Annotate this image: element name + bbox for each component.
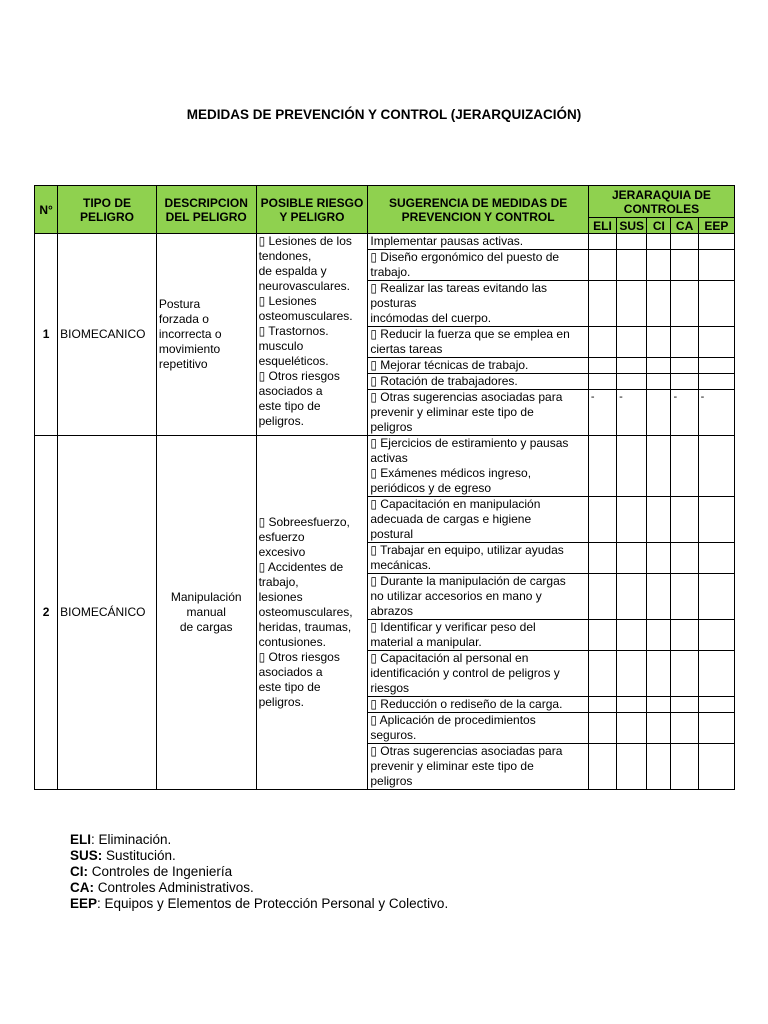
row-number: 2 <box>35 436 58 790</box>
control-cell-ca <box>671 234 698 250</box>
legend-text: : Equipos y Elementos de Protección Personal y Colectivo. <box>97 896 449 911</box>
control-cell-sus <box>617 713 647 744</box>
control-cell-eli <box>588 651 616 697</box>
legend-text: Controles Administrativos. <box>94 880 254 895</box>
control-cell-ca <box>671 651 698 697</box>
control-cell-eep <box>698 651 734 697</box>
header-sugerencia: SUGERENCIA DE MEDIDAS DE PREVENCION Y CONTROL <box>368 186 589 234</box>
control-cell-eep <box>698 358 734 374</box>
header-descripcion: DESCRIPCION DEL PELIGRO <box>156 186 256 234</box>
control-cell-ci <box>647 250 671 281</box>
control-cell-sus <box>617 358 647 374</box>
control-cell-sus <box>617 374 647 390</box>
control-cell-sus <box>617 234 647 250</box>
control-cell-eli <box>588 358 616 374</box>
hazard-type: BIOMECÁNICO <box>58 436 157 790</box>
control-measure: ▯ Otras sugerencias asociadas para prevenir y eliminar este tipo de peligros <box>368 744 589 790</box>
control-cell-eli <box>588 574 616 620</box>
legend-item-ci <box>70 864 448 880</box>
control-cell-sus <box>617 327 647 358</box>
control-cell-ca <box>671 620 698 651</box>
control-cell-eep <box>698 436 734 497</box>
legend-text: Sustitución. <box>102 848 176 863</box>
control-measure: ▯ Rotación de trabajadores. <box>368 374 589 390</box>
row-number: 1 <box>35 234 58 436</box>
legend-item-ca <box>70 880 448 896</box>
possible-risk: ▯ Lesiones de los tendones, de espalda y neurovasculares. ▯ Lesiones osteomusculares. ▯ Trastornos. musculo esqueléticos. ▯ Otros riesgos asociados a este tipo de peligros. <box>256 234 368 436</box>
control-cell-ci <box>647 744 671 790</box>
control-cell-eep <box>698 497 734 543</box>
hazard-control-table <box>34 185 735 790</box>
control-cell-ca <box>671 497 698 543</box>
control-cell-ca <box>671 543 698 574</box>
control-cell-eli <box>588 744 616 790</box>
control-cell-ca <box>671 327 698 358</box>
table-row <box>35 234 735 250</box>
control-cell-eep <box>698 327 734 358</box>
legend-abbr: CI: <box>70 864 88 879</box>
control-cell-sus <box>617 620 647 651</box>
legend-item-sus <box>70 848 448 864</box>
control-cell-sus <box>617 436 647 497</box>
control-cell-eli <box>588 713 616 744</box>
control-cell-eli <box>588 697 616 713</box>
control-cell-ci <box>647 543 671 574</box>
control-cell-eli <box>588 497 616 543</box>
control-cell-ca <box>671 358 698 374</box>
control-cell-sus <box>617 250 647 281</box>
control-cell-ca: - <box>671 390 698 436</box>
control-cell-eli <box>588 543 616 574</box>
control-cell-ca <box>671 574 698 620</box>
control-measure: ▯ Durante la manipulación de cargas no utilizar accesorios en mano y abrazos <box>368 574 589 620</box>
page-title: MEDIDAS DE PREVENCIÓN Y CONTROL (JERARQUIZACIÓN) <box>186 107 582 122</box>
control-cell-eli <box>588 327 616 358</box>
header-jerarquia: JERARAQUIA DE CONTROLES <box>588 186 734 218</box>
control-cell-eep <box>698 234 734 250</box>
legend-abbr: SUS: <box>70 848 103 863</box>
control-cell-ci <box>647 697 671 713</box>
header-ci: CI <box>647 218 671 234</box>
hazard-description: Manipulación manual de cargas <box>156 436 256 790</box>
control-cell-ci <box>647 327 671 358</box>
header-eep: EEP <box>698 218 734 234</box>
control-cell-eep <box>698 744 734 790</box>
control-cell-sus <box>617 744 647 790</box>
control-cell-ca <box>671 250 698 281</box>
control-measure: ▯ Realizar las tareas evitando las posturas incómodas del cuerpo. <box>368 281 589 327</box>
control-cell-ci <box>647 436 671 497</box>
control-measure: ▯ Mejorar técnicas de trabajo. <box>368 358 589 374</box>
control-cell-ci <box>647 574 671 620</box>
control-cell-sus <box>617 543 647 574</box>
control-cell-sus: - <box>617 390 647 436</box>
control-cell-ca <box>671 744 698 790</box>
control-cell-eep <box>698 697 734 713</box>
control-cell-sus <box>617 697 647 713</box>
control-cell-eli <box>588 374 616 390</box>
control-cell-ci <box>647 358 671 374</box>
control-cell-eli <box>588 281 616 327</box>
legend-abbr: CA: <box>70 880 94 895</box>
control-cell-ci <box>647 374 671 390</box>
control-cell-sus <box>617 651 647 697</box>
control-cell-eli: - <box>588 390 616 436</box>
control-cell-eep <box>698 713 734 744</box>
table-row <box>35 436 735 497</box>
legend-text: : Eliminación. <box>91 832 172 847</box>
control-cell-ci <box>647 497 671 543</box>
header-ca: CA <box>671 218 698 234</box>
control-cell-ci <box>647 390 671 436</box>
control-cell-ca <box>671 436 698 497</box>
control-cell-sus <box>617 281 647 327</box>
possible-risk: ▯ Sobreesfuerzo, esfuerzo excesivo ▯ Accidentes de trabajo, lesiones osteomusculares, heridas, traumas, contusiones. ▯ Otros riesgos asociados a este tipo de peligros. <box>256 436 368 790</box>
control-cell-sus <box>617 497 647 543</box>
header-sus: SUS <box>617 218 647 234</box>
control-cell-ci <box>647 281 671 327</box>
legend-abbr: ELI <box>70 832 92 847</box>
control-measure: ▯ Ejercicios de estiramiento y pausas activas ▯ Exámenes médicos ingreso, periódicos y de egreso <box>368 436 589 497</box>
control-measure: Implementar pausas activas. <box>368 234 589 250</box>
legend-text: Controles de Ingeniería <box>88 864 233 879</box>
control-cell-ci <box>647 620 671 651</box>
control-cell-ca <box>671 697 698 713</box>
header-riesgo: POSIBLE RIESGO Y PELIGRO <box>256 186 368 234</box>
control-cell-eep <box>698 574 734 620</box>
control-measure: ▯ Reducción o rediseño de la carga. <box>368 697 589 713</box>
control-cell-ca <box>671 374 698 390</box>
control-cell-eep <box>698 250 734 281</box>
control-cell-ca <box>671 713 698 744</box>
control-cell-eep <box>698 620 734 651</box>
control-measure: ▯ Reducir la fuerza que se emplea en ciertas tareas <box>368 327 589 358</box>
control-cell-ci <box>647 651 671 697</box>
control-measure: ▯ Aplicación de procedimientos seguros. <box>368 713 589 744</box>
control-cell-eep <box>698 374 734 390</box>
control-cell-ca <box>671 281 698 327</box>
control-cell-eep <box>698 543 734 574</box>
header-num: N° <box>35 186 58 234</box>
control-measure: ▯ Identificar y verificar peso del material a manipular. <box>368 620 589 651</box>
control-cell-eep <box>698 281 734 327</box>
control-measure: ▯ Otras sugerencias asociadas para prevenir y eliminar este tipo de peligros <box>368 390 589 436</box>
control-measure: ▯ Trabajar en equipo, utilizar ayudas mecánicas. <box>368 543 589 574</box>
control-cell-ci <box>647 234 671 250</box>
control-cell-eli <box>588 620 616 651</box>
header-eli: ELI <box>588 218 616 234</box>
header-tipo: TIPO DE PELIGRO <box>58 186 157 234</box>
hazard-type: BIOMECANICO <box>58 234 157 436</box>
control-measure: ▯ Diseño ergonómico del puesto de trabajo. <box>368 250 589 281</box>
control-cell-eli <box>588 436 616 497</box>
control-cell-eli <box>588 250 616 281</box>
control-cell-eep: - <box>698 390 734 436</box>
hazard-description: Postura forzada o incorrecta o movimiento repetitivo <box>156 234 256 436</box>
control-cell-ci <box>647 713 671 744</box>
control-cell-eli <box>588 234 616 250</box>
control-measure: ▯ Capacitación al personal en identificación y control de peligros y riesgos <box>368 651 589 697</box>
legend-abbr: EEP <box>70 896 98 911</box>
control-measure: ▯ Capacitación en manipulación adecuada de cargas e higiene postural <box>368 497 589 543</box>
legend-item-eli <box>70 832 448 848</box>
legend-item-eep <box>70 896 448 912</box>
control-cell-sus <box>617 574 647 620</box>
abbreviation-legend <box>70 832 448 912</box>
